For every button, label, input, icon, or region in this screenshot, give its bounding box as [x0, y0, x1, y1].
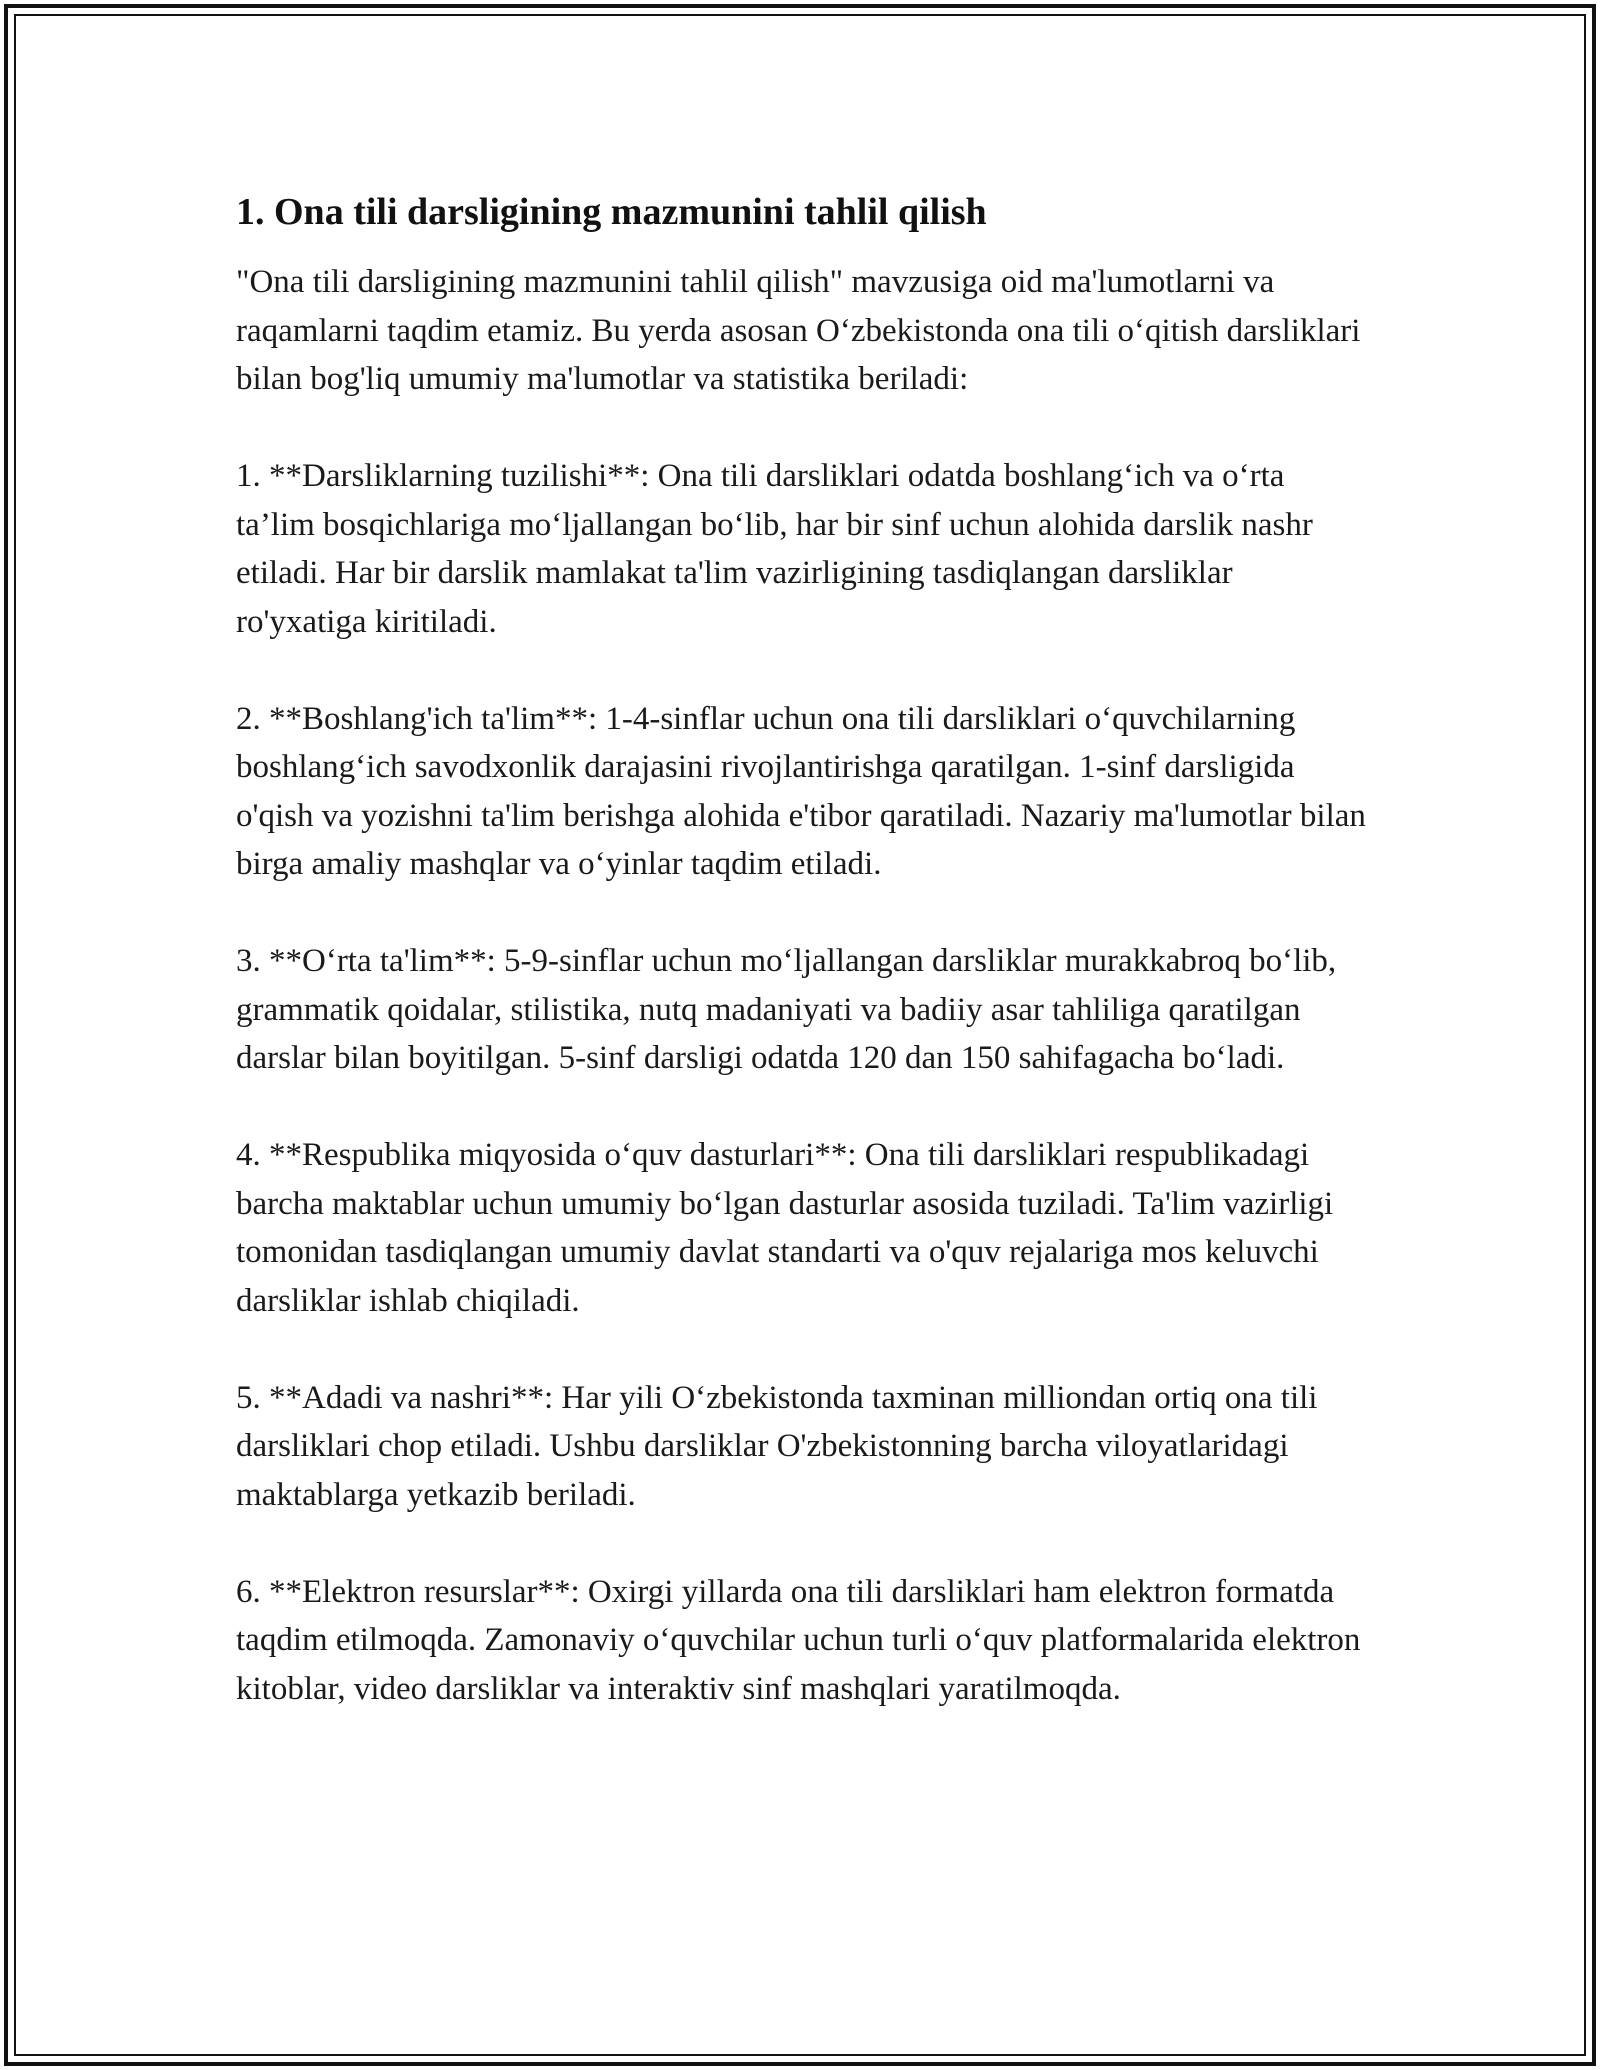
paragraph-orta-talim: 3. **O‘rta ta'lim**: 5-9-sinflar uchun mo‘ljallangan darsliklar murakkabroq bo‘lib, grammatik qoidalar, stilistika, nutq madaniyati va badiiy asar tahliliga qaratilgan darslar bilan boyitilgan. 5-sinf darsligi odatda 120 dan 150 sahifagacha bo‘ladi. — [236, 943, 1337, 1076]
document-body — [236, 186, 1366, 1713]
paragraph-darsliklarning-tuzilishi: 1. **Darsliklarning tuzilishi**: Ona tili darsliklari odatda boshlang‘ich va o‘rta ta’lim bosqichlariga mo‘ljallangan bo‘lib, har bir sinf uchun alohida darslik nashr etiladi. Har bir darslik mamlakat ta'lim vazirligining tasdiqlangan darsliklar ro'yxatiga kiritiladi. — [236, 458, 1313, 640]
paragraph-boshlangich-talim: 2. **Boshlang'ich ta'lim**: 1-4-sinflar uchun ona tili darsliklari o‘quvchilarning boshlang‘ich savodxonlik darajasini rivojlantirishga qaratilgan. 1-sinf darsligida o'qish va yozishni ta'lim berishga alohida e'tibor qaratiladi. Nazariy ma'lumotlar bilan birga amaliy mashqlar va o‘yinlar taqdim etiladi. — [236, 700, 1366, 882]
paragraph-adadi-va-nashri: 5. **Adadi va nashri**: Har yili O‘zbekistonda taxminan milliondan ortiq ona tili darsliklari chop etiladi. Ushbu darsliklar O'zbekistonning barcha viloyatlaridagi maktablarga yetkazib beriladi. — [236, 1379, 1318, 1513]
intro-paragraph: "Ona tili darsligining mazmunini tahlil qilish" mavzusiga oid ma'lumotlarni va raqamlarni taqdim etamiz. Bu yerda asosan O‘zbekistonda ona tili o‘qitish darsliklari bilan bog'liq umumiy ma'lumotlar va statistika beriladi: — [236, 264, 1361, 397]
paragraph-elektron-resurslar: 6. **Elektron resurslar**: Oxirgi yillarda ona tili darsliklari ham elektron formatda taqdim etilmoqda. Zamonaviy o‘quvchilar uchun turli o‘quv platformalarida elektron kitoblar, video darsliklar va interaktiv sinf mashqlari yaratilmoqda. — [236, 1573, 1361, 1707]
paragraph-respublika-dasturlari: 4. **Respublika miqyosida o‘quv dasturlari**: Ona tili darsliklari respublikadagi barcha maktablar uchun umumiy bo‘lgan dasturlar asosida tuziladi. Ta'lim vazirligi tomonidan tasdiqlangan umumiy davlat standarti va o'quv rejalariga mos keluvchi darsliklar ishlab chiqiladi. — [236, 1137, 1334, 1319]
page-title: 1. Ona tili darsligining mazmunini tahlil qilish — [236, 191, 987, 233]
